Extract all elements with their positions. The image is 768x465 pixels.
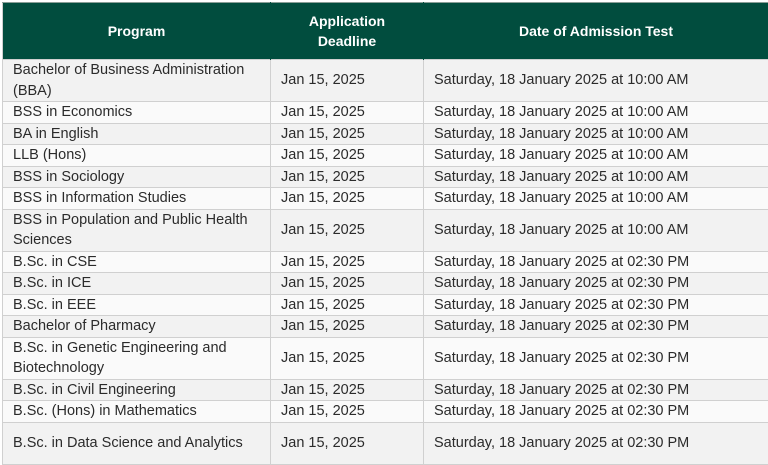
program-cell: BSS in Population and Public Health Sciences <box>3 209 271 251</box>
deadline-cell: Jan 15, 2025 <box>271 273 424 295</box>
deadline-cell: Jan 15, 2025 <box>271 123 424 145</box>
table-row <box>3 188 768 210</box>
test-date-cell: Saturday, 18 January 2025 at 02:30 PM <box>424 422 768 464</box>
test-date-cell: Saturday, 18 January 2025 at 02:30 PM <box>424 294 768 316</box>
test-date-cell: Saturday, 18 January 2025 at 10:00 AM <box>424 123 768 145</box>
test-date-cell: Saturday, 18 January 2025 at 10:00 AM <box>424 145 768 167</box>
column-header-deadline: Application Deadline <box>271 3 424 60</box>
table-row <box>3 294 768 316</box>
deadline-cell: Jan 15, 2025 <box>271 401 424 423</box>
table-row <box>3 251 768 273</box>
deadline-cell: Jan 15, 2025 <box>271 316 424 338</box>
test-date-cell: Saturday, 18 January 2025 at 02:30 PM <box>424 401 768 423</box>
deadline-cell: Jan 15, 2025 <box>271 209 424 251</box>
table-row <box>3 422 768 464</box>
program-cell: B.Sc. in ICE <box>3 273 271 295</box>
deadline-cell: Jan 15, 2025 <box>271 166 424 188</box>
table-body <box>3 60 768 465</box>
column-header-test-date: Date of Admission Test <box>424 3 768 60</box>
admission-schedule-table <box>2 2 768 465</box>
table-row <box>3 337 768 379</box>
program-cell: B.Sc. in Civil Engineering <box>3 379 271 401</box>
test-date-cell: Saturday, 18 January 2025 at 10:00 AM <box>424 188 768 210</box>
deadline-cell: Jan 15, 2025 <box>271 145 424 167</box>
table-row <box>3 316 768 338</box>
table-row <box>3 102 768 124</box>
program-cell: BA in English <box>3 123 271 145</box>
test-date-cell: Saturday, 18 January 2025 at 10:00 AM <box>424 209 768 251</box>
table-row <box>3 379 768 401</box>
deadline-cell: Jan 15, 2025 <box>271 337 424 379</box>
test-date-cell: Saturday, 18 January 2025 at 02:30 PM <box>424 379 768 401</box>
program-cell: B.Sc. in EEE <box>3 294 271 316</box>
deadline-cell: Jan 15, 2025 <box>271 294 424 316</box>
admission-schedule-table-container <box>2 2 768 465</box>
table-row <box>3 166 768 188</box>
program-cell: Bachelor of Pharmacy <box>3 316 271 338</box>
deadline-cell: Jan 15, 2025 <box>271 102 424 124</box>
program-cell: BSS in Information Studies <box>3 188 271 210</box>
column-header-program: Program <box>3 3 271 60</box>
program-cell: B.Sc. (Hons) in Mathematics <box>3 401 271 423</box>
program-cell: B.Sc. in CSE <box>3 251 271 273</box>
test-date-cell: Saturday, 18 January 2025 at 02:30 PM <box>424 251 768 273</box>
program-cell: BSS in Economics <box>3 102 271 124</box>
program-cell: B.Sc. in Data Science and Analytics <box>3 422 271 464</box>
test-date-cell: Saturday, 18 January 2025 at 02:30 PM <box>424 316 768 338</box>
program-cell: Bachelor of Business Administration (BBA) <box>3 60 271 102</box>
test-date-cell: Saturday, 18 January 2025 at 10:00 AM <box>424 102 768 124</box>
program-cell: LLB (Hons) <box>3 145 271 167</box>
test-date-cell: Saturday, 18 January 2025 at 10:00 AM <box>424 166 768 188</box>
deadline-cell: Jan 15, 2025 <box>271 188 424 210</box>
test-date-cell: Saturday, 18 January 2025 at 10:00 AM <box>424 60 768 102</box>
deadline-cell: Jan 15, 2025 <box>271 379 424 401</box>
table-row <box>3 273 768 295</box>
table-row <box>3 60 768 102</box>
table-row <box>3 145 768 167</box>
test-date-cell: Saturday, 18 January 2025 at 02:30 PM <box>424 273 768 295</box>
table-row <box>3 209 768 251</box>
deadline-cell: Jan 15, 2025 <box>271 422 424 464</box>
program-cell: B.Sc. in Genetic Engineering and Biotechnology <box>3 337 271 379</box>
deadline-cell: Jan 15, 2025 <box>271 60 424 102</box>
table-header <box>3 3 768 60</box>
test-date-cell: Saturday, 18 January 2025 at 02:30 PM <box>424 337 768 379</box>
table-row <box>3 123 768 145</box>
table-row <box>3 401 768 423</box>
header-row <box>3 3 768 60</box>
program-cell: BSS in Sociology <box>3 166 271 188</box>
deadline-cell: Jan 15, 2025 <box>271 251 424 273</box>
